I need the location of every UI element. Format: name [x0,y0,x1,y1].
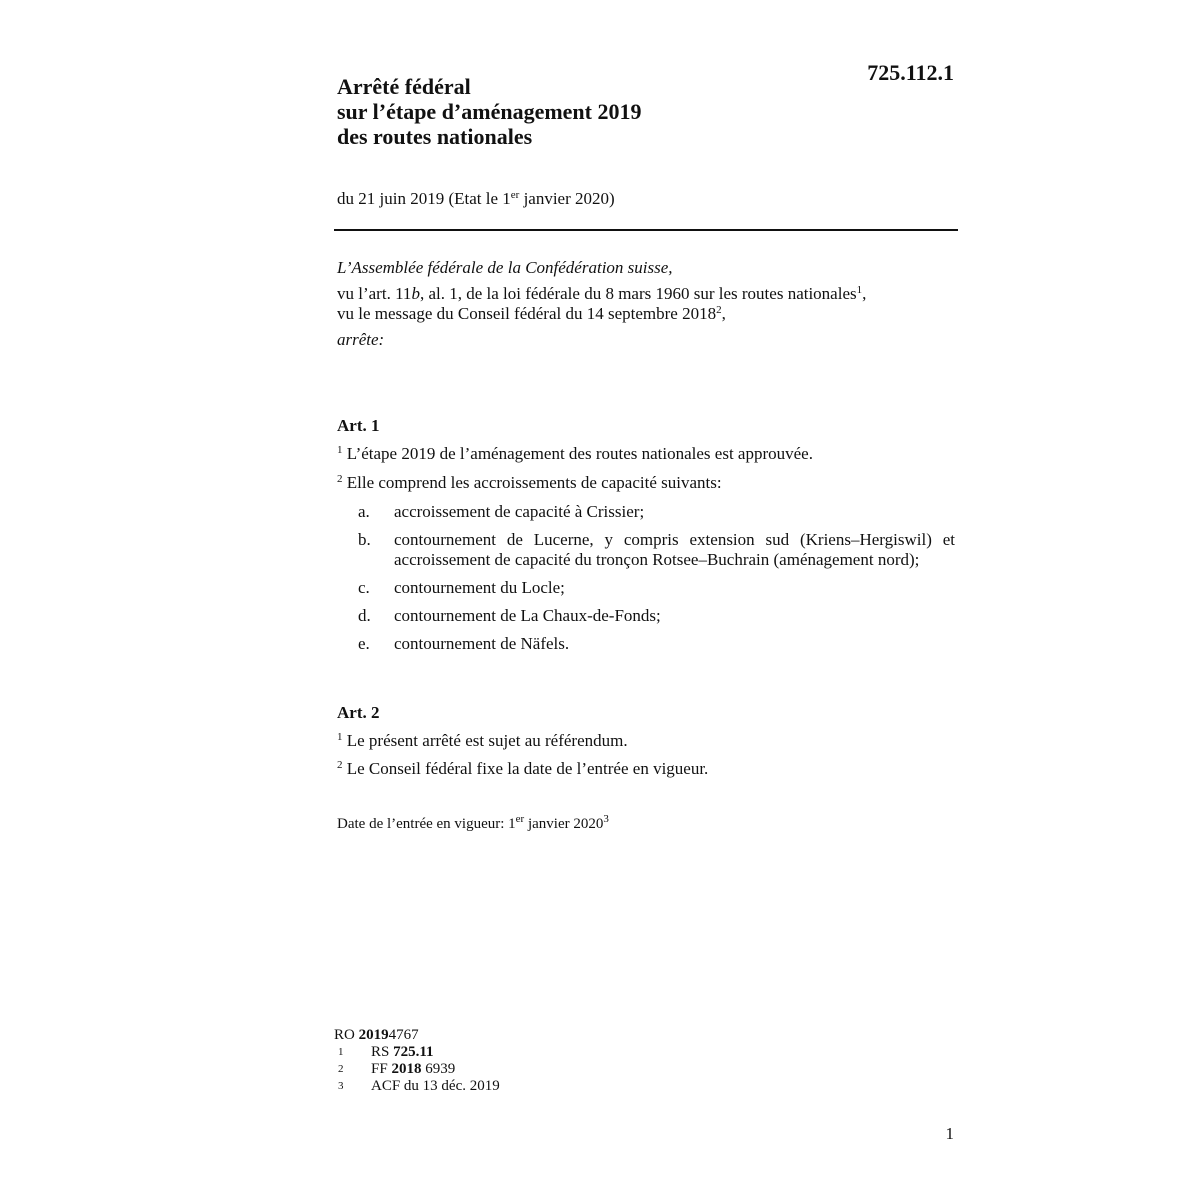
list-item [337,606,955,626]
paragraph-number: 1 [337,731,343,743]
article-1-paragraph-1 [337,444,813,464]
footnote-number: 2 [338,1063,344,1075]
legal-basis-prefix: vu l’art. 11 [337,284,412,303]
footnote-ref-2[interactable]: 2 [716,304,722,316]
list-letter: d. [358,606,371,625]
issuer: L’Assemblée fédérale de la Confédération suisse, [337,258,673,277]
list-letter: e. [358,634,370,653]
adoption-date [337,188,615,210]
document-number: 725.112.1 [867,60,954,85]
entry-prefix: Date de l’entrée en vigueur: 1 [337,816,516,832]
preamble [337,258,957,350]
preamble-legal-basis [337,284,957,304]
title-line-2: sur l’étape d’aménagement 2019 [337,99,642,124]
list-text: accroissement de capacité à Crissier; [394,502,645,521]
preamble-message [337,304,957,324]
paragraph-text: L’étape 2019 de l’aménagement des routes nationales est approuvée. [346,444,813,463]
ro-reference [334,1027,500,1044]
paragraph-number: 1 [337,444,343,456]
paragraph-text: Elle comprend les accroissements de capacité suivants: [346,473,722,492]
legal-basis-end: , [862,284,867,303]
paragraph-text: Le Conseil fédéral fixe la date de l’entrée en vigueur. [346,759,709,778]
entry-into-force [337,813,609,833]
legal-basis-text: , al. 1, de la loi fédérale du 8 mars 1960 sur les routes nationales [419,284,857,303]
footnote-text: FF 2018 6939 [371,1061,456,1077]
footnote-text: ACF du 13 déc. 2019 [371,1078,500,1094]
footnote-number: 1 [338,1046,344,1058]
document-title [337,74,767,149]
title-line-3: des routes nationales [337,124,533,149]
ro-prefix: RO [334,1027,355,1043]
paragraph-text: Le présent arrêté est sujet au référendum. [346,731,628,750]
capacity-list [337,502,955,662]
date-prefix: du 21 juin 2019 (Etat le 1 [337,189,511,208]
date-superscript: er [510,189,520,201]
list-item [337,578,955,598]
title-line-1: Arrêté fédéral [337,74,471,99]
list-text: contournement de La Chaux-de-Fonds; [394,606,661,625]
list-text: contournement de Näfels. [394,634,570,653]
message-end: , [721,304,726,323]
footnote-item [334,1061,500,1078]
list-item [337,634,955,654]
article-2-heading: Art. 2 [337,703,380,722]
entry-superscript: er [515,813,525,825]
entry-suffix: janvier 2020 [524,816,604,832]
paragraph-number: 2 [337,759,343,771]
footnote-ref-3[interactable]: 3 [603,813,609,825]
footnotes [334,1027,500,1095]
date-suffix: janvier 2020) [519,189,615,208]
page-number: 1 [945,1124,954,1143]
message-text: vu le message du Conseil fédéral du 14 septembre 2018 [337,304,717,323]
list-text: contournement du Locle; [394,578,565,597]
list-letter: a. [358,502,370,521]
list-item [337,502,955,522]
ro-page: 4767 [388,1027,419,1043]
title-divider [334,229,958,231]
legal-basis-letter: b [411,284,420,303]
footnote-text: RS 725.11 [371,1044,434,1060]
article-2-paragraph-1 [337,731,628,751]
list-letter: c. [358,578,370,597]
list-item [337,530,955,570]
decree-word: arrête: [337,330,385,349]
list-text: contournement de Lucerne, y compris extension sud (Kriens–Hergiswil) et accroissement de capacité du tronçon Rotsee–Buchrain (aménagement nord); [394,530,955,569]
footnote-item [334,1078,500,1095]
list-letter: b. [358,530,371,549]
footnote-item [334,1044,500,1061]
footnote-number: 3 [338,1080,344,1092]
article-1-heading: Art. 1 [337,416,380,435]
paragraph-number: 2 [337,473,343,485]
footnote-ref-1[interactable]: 1 [856,284,863,296]
article-1-paragraph-2 [337,473,722,493]
ro-year: 2019 [358,1027,389,1043]
article-2-paragraph-2 [337,759,708,779]
